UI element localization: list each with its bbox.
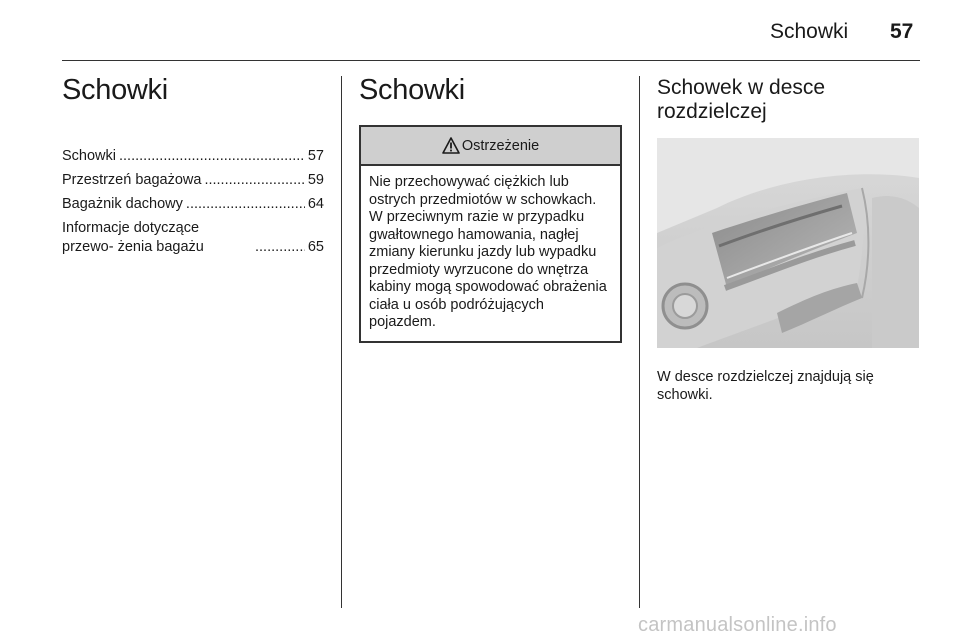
warning-text: Nie przechowywać ciężkich lub ostrych przedmiotów w schowkach. W przeciwnym razie w przypadku gwałtownego hamowania, nagłej zmiany kierunku jazdy lub wypadku przedmioty wyrzucone do wnętrza kabiny mogą spowodować obrażenia ciała u osób podróżujących pojazdem.: [369, 174, 607, 330]
header-rule: [62, 60, 920, 61]
section-title: Schowki: [359, 74, 465, 106]
toc-item-informacje-bagazu[interactable]: [62, 219, 324, 257]
toc-item-schowki[interactable]: [62, 147, 324, 166]
toc-label: Schowki: [62, 148, 116, 164]
subsection-title: Schowek w desce rozdzielczej: [657, 76, 826, 123]
right-column: [657, 76, 919, 404]
toc-leader-dots: [255, 238, 305, 257]
toc-item-przestrzen-bagazowa[interactable]: [62, 171, 324, 190]
warning-triangle-icon: [442, 137, 460, 154]
toc-leader-dots: [119, 147, 305, 166]
toc-page: 65: [307, 239, 324, 255]
watermark: carmanualsonline.info: [638, 614, 837, 636]
toc-page: 64: [307, 196, 324, 212]
column-separator-left: [341, 76, 342, 608]
toc-page: 59: [307, 172, 324, 188]
toc-label: Bagażnik dachowy: [62, 196, 183, 212]
photo-caption: W desce rozdzielczej znajdują się schowki.: [657, 369, 874, 403]
middle-column: [359, 74, 622, 343]
warning-header: [361, 127, 620, 166]
toc-label: Informacje dotyczące przewo‐ żenia bagażu: [62, 220, 204, 255]
warning-heading: Ostrzeżenie: [461, 137, 540, 154]
toc-leader-dots: [186, 195, 305, 214]
toc-page: 57: [307, 148, 324, 164]
header-section-title: Schowki: [770, 20, 849, 43]
table-of-contents: [62, 147, 324, 257]
left-column: [62, 74, 324, 262]
column-separator-right: [639, 76, 640, 608]
toc-label: Przestrzeń bagażowa: [62, 172, 202, 188]
toc-leader-dots: [204, 171, 304, 190]
chapter-title: Schowki: [62, 74, 168, 106]
toc-item-bagaznik-dachowy[interactable]: [62, 195, 324, 214]
page-number: 57: [890, 20, 914, 43]
dashboard-storage-photo: [657, 138, 919, 348]
warning-box: [359, 125, 622, 343]
